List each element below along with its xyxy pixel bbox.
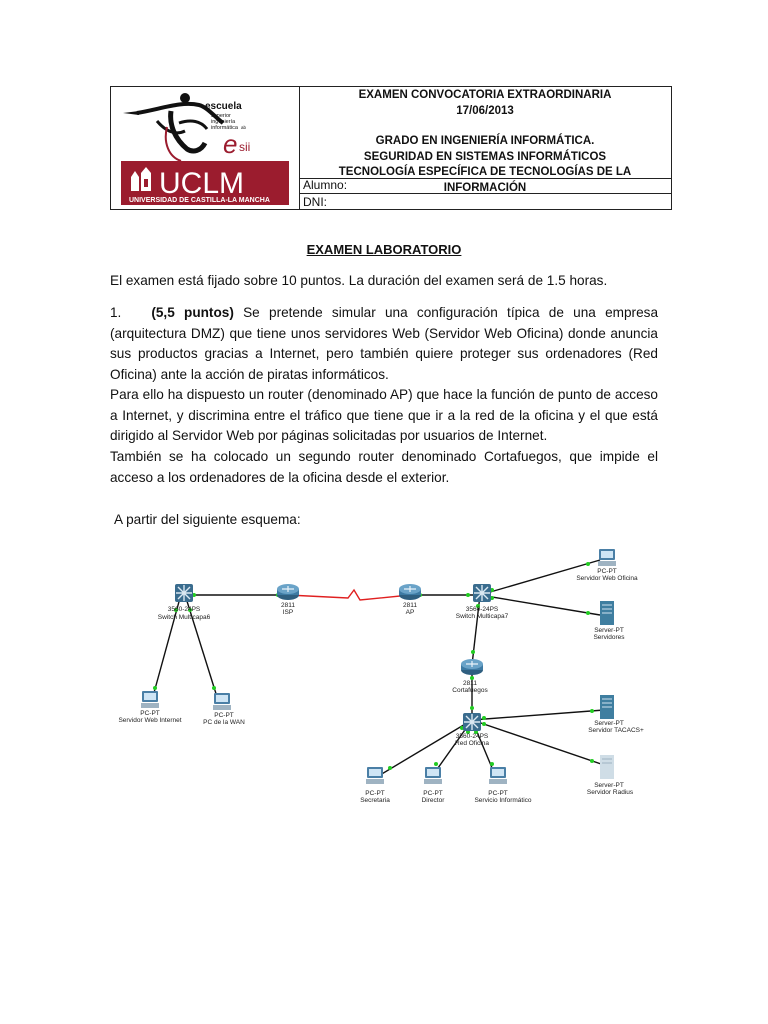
svg-text:3560-24PS: 3560-24PS (455, 733, 489, 740)
device-secretaria[interactable] (360, 767, 390, 804)
network-links (152, 560, 604, 775)
logo-school-line3: ingeniería (211, 119, 236, 125)
logo-uclm: UCLM (159, 167, 245, 200)
svg-text:Servidores: Servidores (593, 634, 625, 641)
logo-school-line5: ab (241, 125, 247, 130)
subject-name: SEGURIDAD EN SISTEMAS INFORMÁTICOS (363, 150, 607, 163)
switch-icon (175, 584, 193, 602)
student-label: Alumno: (303, 178, 348, 192)
logo-school-line1: escuela (205, 101, 242, 112)
svg-text:Server-PT: Server-PT (594, 627, 624, 634)
device-pc-de-la-wan[interactable] (203, 693, 245, 726)
pc-icon (489, 767, 507, 784)
degree-name: GRADO EN INGENIERÍA INFORMÁTICA. (375, 135, 595, 147)
router-icon (461, 659, 483, 675)
logo-school-line2: superior (211, 113, 231, 119)
svg-text:2811: 2811 (403, 602, 417, 609)
svg-text:PC-PT: PC-PT (597, 568, 617, 575)
logo-brand-suffix: sii (239, 140, 251, 154)
router-icon (277, 584, 299, 600)
server-icon (600, 601, 614, 625)
link-sworg-secretaria (380, 720, 472, 775)
svg-text:PC-PT: PC-PT (214, 712, 234, 719)
pc-icon (598, 549, 616, 566)
device-servicio-informatico[interactable] (474, 767, 531, 804)
question-1-text: Se pretende simular una configuración típica de una empresa (arquitectura DMZ) que tiene unos servidores Web (Servidor Web Oficina) donde anuncia sus productos gracias a Internet, pero también quiere proteger sus ordenadores (Red Oficina) ante la acción de piratas informáticos. (110, 305, 659, 382)
svg-text:Director: Director (421, 797, 445, 804)
pc-icon (424, 767, 442, 784)
track-name: TECNOLOGÍA ESPECÍFICA DE TECNOLOGÍAS DE LA INFORMACIÓN (338, 166, 632, 194)
svg-text:PC-PT: PC-PT (488, 790, 508, 797)
svg-text:Server-PT: Server-PT (594, 782, 624, 789)
device-router-cortafuegos[interactable] (452, 659, 488, 694)
paragraph-scheme: A partir del siguiente esquema: (114, 512, 301, 527)
pc-icon (213, 693, 231, 710)
device-switch-multicapa6[interactable] (158, 584, 211, 621)
svg-text:2811: 2811 (281, 602, 295, 609)
svg-text:PC-PT: PC-PT (365, 790, 385, 797)
svg-text:Servicio Informático: Servicio Informático (474, 797, 532, 804)
router-icon (399, 584, 421, 600)
link-sworg-radius (472, 720, 604, 765)
logo-school-line4: informática (211, 125, 238, 131)
svg-text:Red Oficina: Red Oficina (455, 740, 489, 747)
server-icon (600, 755, 614, 779)
logo-university-name: UNIVERSIDAD DE CASTILLA-LA MANCHA (129, 197, 270, 204)
link-sworg-tacacs (472, 710, 604, 720)
svg-text:Servidor Web Internet: Servidor Web Internet (118, 717, 182, 724)
device-router-ap[interactable] (399, 584, 421, 616)
device-router-isp[interactable] (277, 584, 299, 616)
svg-text:Switch Multicapa7: Switch Multicapa7 (455, 613, 509, 620)
svg-text:Switch Multicapa6: Switch Multicapa6 (157, 614, 211, 621)
svg-text:Server-PT: Server-PT (594, 720, 624, 727)
school-logo-cell (111, 87, 300, 209)
pc-icon (366, 767, 384, 784)
svg-text:PC de la WAN: PC de la WAN (203, 719, 245, 726)
svg-text:Servidor Web Oficina: Servidor Web Oficina (576, 575, 638, 582)
svg-text:Cortafuegos: Cortafuegos (452, 687, 488, 694)
intro-paragraph: El examen está fijado sobre 10 puntos. La duración del examen será de 1.5 horas. (110, 273, 608, 288)
exam-info-cell (299, 87, 671, 209)
question-1-number: 1. (110, 305, 122, 320)
pc-icon (141, 691, 159, 708)
exam-title: EXAMEN CONVOCATORIA EXTRAORDINARIA (358, 89, 612, 101)
svg-text:Servidor TACACS+: Servidor TACACS+ (588, 727, 644, 734)
device-servidor-web-oficina[interactable] (576, 549, 638, 582)
switch-icon (463, 713, 481, 731)
student-name-field[interactable] (299, 177, 671, 194)
paragraph-router: Para ello ha dispuesto un router (denominado AP) que hace la función de punto de acceso a Internet, y discrimina entre el tráfico que tiene que ir a la red de la oficina y el que está dirigido al Servidor Web por páginas solicitadas por usuarios de Internet. (110, 387, 658, 443)
dni-field[interactable] (299, 194, 671, 210)
server-icon (600, 695, 614, 719)
exam-header-table (110, 86, 672, 210)
svg-text:3560-24PS: 3560-24PS (465, 606, 499, 613)
svg-text:AP: AP (405, 609, 415, 616)
network-diagram (110, 540, 670, 820)
serial-link-isp-ap (288, 590, 410, 600)
network-diagram-svg (110, 540, 670, 820)
esii-uclm-logo (111, 87, 299, 209)
svg-text:2811: 2811 (463, 680, 477, 687)
svg-text:ISP: ISP (282, 609, 294, 616)
logo-brand-e: e (223, 129, 238, 159)
paragraph-firewall: También se ha colocado un segundo router denominado Cortafuegos, que impide el acceso a los ordenadores de la oficina desde el exterior. (110, 449, 658, 485)
svg-text:Servidor Radius: Servidor Radius (586, 789, 634, 796)
switch-icon (473, 584, 491, 602)
exam-date: 17/06/2013 (456, 104, 514, 117)
question-1 (110, 303, 658, 385)
dni-label: DNI: (303, 195, 327, 209)
question-1-points: (5,5 puntos) (151, 305, 234, 320)
device-servidor-tacacs[interactable] (588, 695, 644, 734)
device-servidor-web-internet[interactable] (118, 691, 181, 724)
document-title: EXAMEN LABORATORIO (306, 242, 462, 257)
svg-text:PC-PT: PC-PT (423, 790, 443, 797)
device-servidores[interactable] (593, 601, 625, 641)
svg-text:Secretaria: Secretaria (360, 797, 390, 804)
svg-text:PC-PT: PC-PT (140, 710, 160, 717)
svg-text:3560-24PS: 3560-24PS (167, 606, 201, 613)
device-director[interactable] (422, 767, 446, 804)
